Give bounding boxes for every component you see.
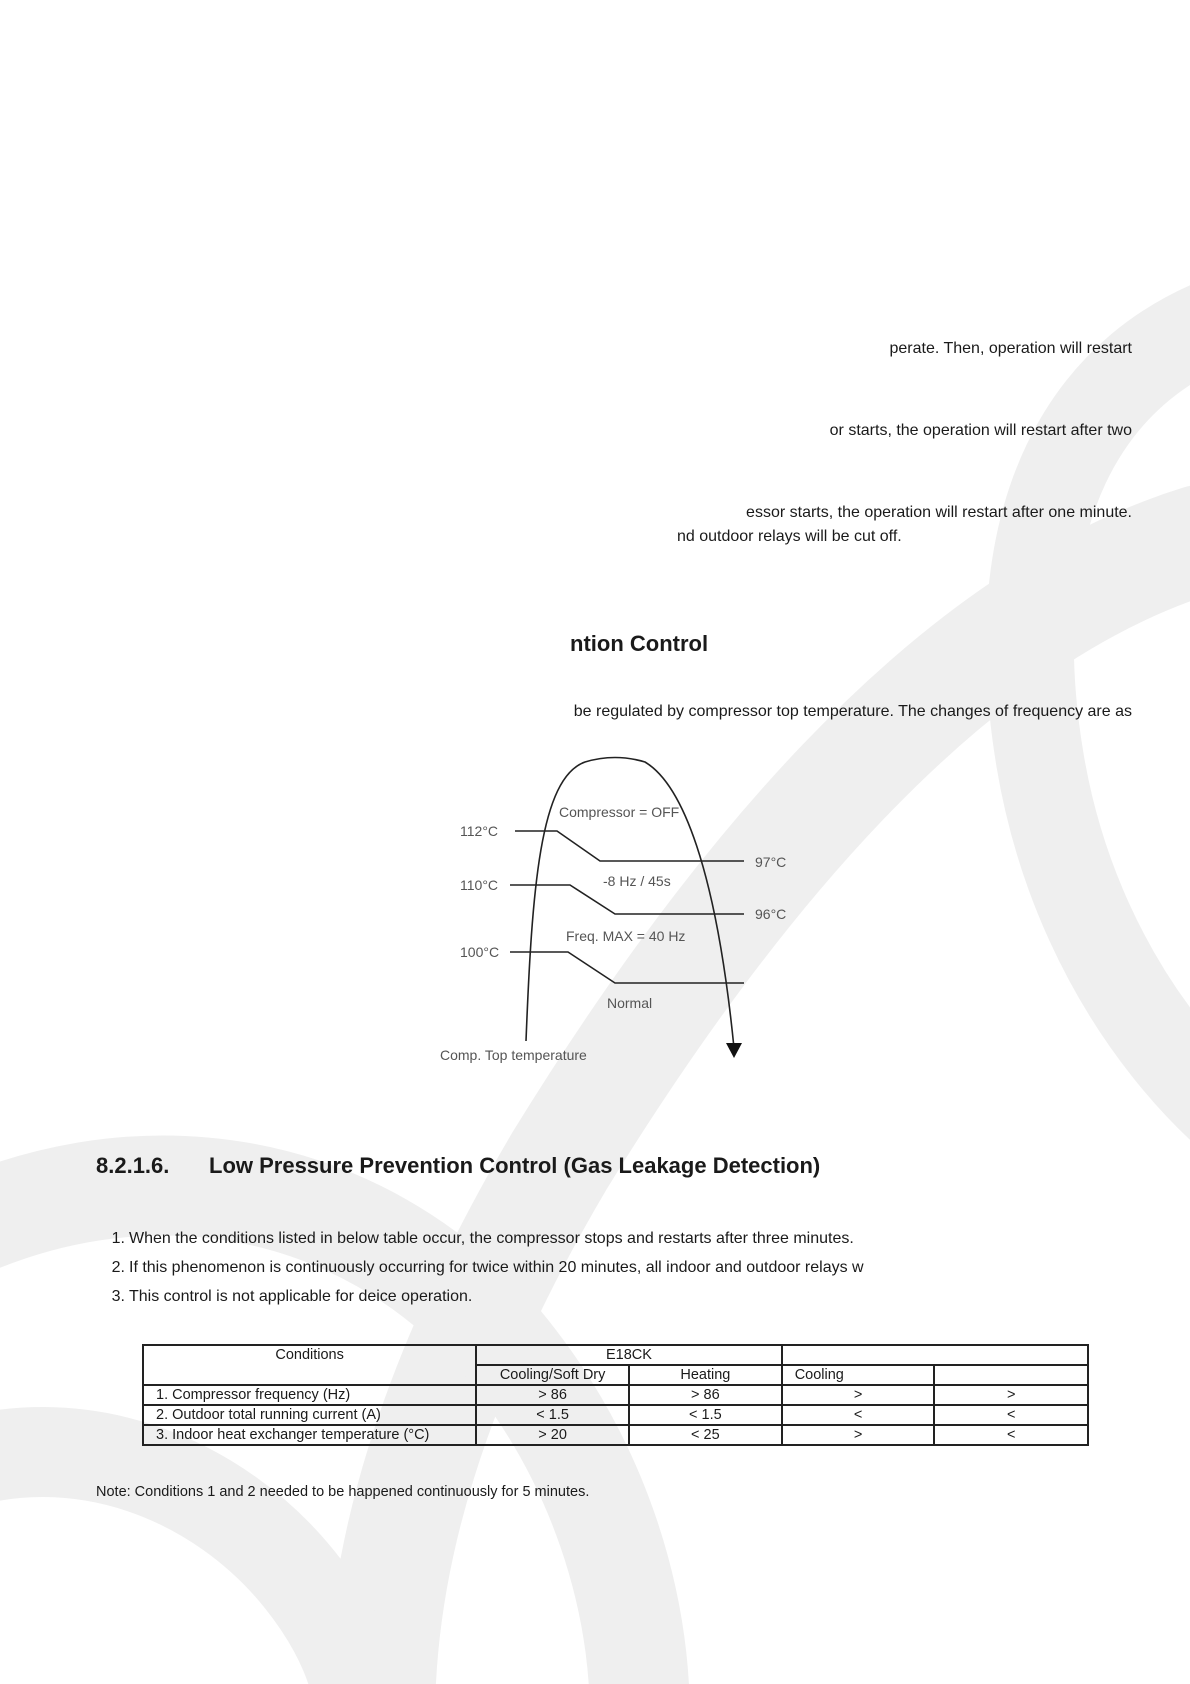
text-fragment-4: nd outdoor relays will be cut off. xyxy=(677,528,902,545)
header-conditions: Conditions xyxy=(143,1345,476,1385)
cell-value: > xyxy=(934,1385,1088,1405)
list-item-number: 3. xyxy=(111,1288,125,1305)
header-model-2 xyxy=(782,1345,1088,1365)
list-item-text: This control is not applicable for deice operation. xyxy=(129,1288,473,1305)
subheader-blank xyxy=(934,1365,1088,1385)
section-title: Low Pressure Prevention Control (Gas Leakage Detection) xyxy=(209,1153,821,1178)
table-row xyxy=(143,1425,1088,1445)
list-item xyxy=(105,1253,864,1282)
cell-value: > 86 xyxy=(476,1385,629,1405)
table-row xyxy=(143,1405,1088,1425)
zone-minus-8hz: -8 Hz / 45s xyxy=(603,873,671,889)
subheader-cooling: Cooling xyxy=(782,1365,935,1385)
arrow-head xyxy=(726,1043,742,1058)
label-96c: 96°C xyxy=(755,906,787,922)
subheader-heating: Heating xyxy=(629,1365,782,1385)
temperature-control-diagram xyxy=(420,748,820,1073)
text-fragment-1: perate. Then, operation will restart xyxy=(889,340,1132,357)
list-item xyxy=(105,1282,864,1311)
row-label: 2. Outdoor total running current (A) xyxy=(143,1405,476,1425)
threshold-line-100 xyxy=(510,952,744,983)
header-model-e18ck: E18CK xyxy=(476,1345,781,1365)
list-item xyxy=(105,1224,864,1253)
text-fragment-3: essor starts, the operation will restart after one minute. xyxy=(746,504,1132,521)
subheader-cooling-soft-dry: Cooling/Soft Dry xyxy=(476,1365,629,1385)
axis-label: Comp. Top temperature xyxy=(440,1047,587,1063)
table-row xyxy=(143,1385,1088,1405)
label-97c: 97°C xyxy=(755,854,787,870)
partial-heading: ntion Control xyxy=(570,631,709,656)
cell-value: < xyxy=(934,1405,1088,1425)
text-fragment-2: or starts, the operation will restart after two xyxy=(829,422,1132,439)
row-label: 1. Compressor frequency (Hz) xyxy=(143,1385,476,1405)
conditions-table xyxy=(142,1344,1089,1446)
label-110c: 110°C xyxy=(460,877,499,893)
list-item-number: 1. xyxy=(111,1230,125,1247)
cell-value: > 20 xyxy=(476,1425,629,1445)
text-fragment-5: be regulated by compressor top temperature. The changes of frequency are as xyxy=(573,703,1132,720)
condition-list xyxy=(105,1224,864,1311)
cell-value: < 25 xyxy=(629,1425,782,1445)
label-112c: 112°C xyxy=(460,823,499,839)
list-item-number: 2. xyxy=(111,1259,125,1276)
cell-value: < 1.5 xyxy=(629,1405,782,1425)
cell-value: < xyxy=(934,1425,1088,1445)
zone-compressor-off: Compressor = OFF xyxy=(559,804,680,820)
cell-value: > 86 xyxy=(629,1385,782,1405)
section-number: 8.2.1.6. xyxy=(96,1153,170,1178)
cell-value: > xyxy=(782,1385,935,1405)
table-note: Note: Conditions 1 and 2 needed to be happened continuously for 5 minutes. xyxy=(96,1484,590,1500)
cell-value: < 1.5 xyxy=(476,1405,629,1425)
cell-value: < xyxy=(782,1405,935,1425)
list-item-text: If this phenomenon is continuously occurring for twice within 20 minutes, all indoor and outdoor relays w xyxy=(129,1259,864,1276)
row-label: 3. Indoor heat exchanger temperature (°C) xyxy=(143,1425,476,1445)
zone-normal: Normal xyxy=(607,995,653,1011)
threshold-line-112 xyxy=(515,831,744,861)
label-100c: 100°C xyxy=(460,944,500,960)
list-item-text: When the conditions listed in below table occur, the compressor stops and restarts after three minutes. xyxy=(129,1230,854,1247)
zone-freq-max: Freq. MAX = 40 Hz xyxy=(566,928,686,944)
cell-value: > xyxy=(782,1425,935,1445)
